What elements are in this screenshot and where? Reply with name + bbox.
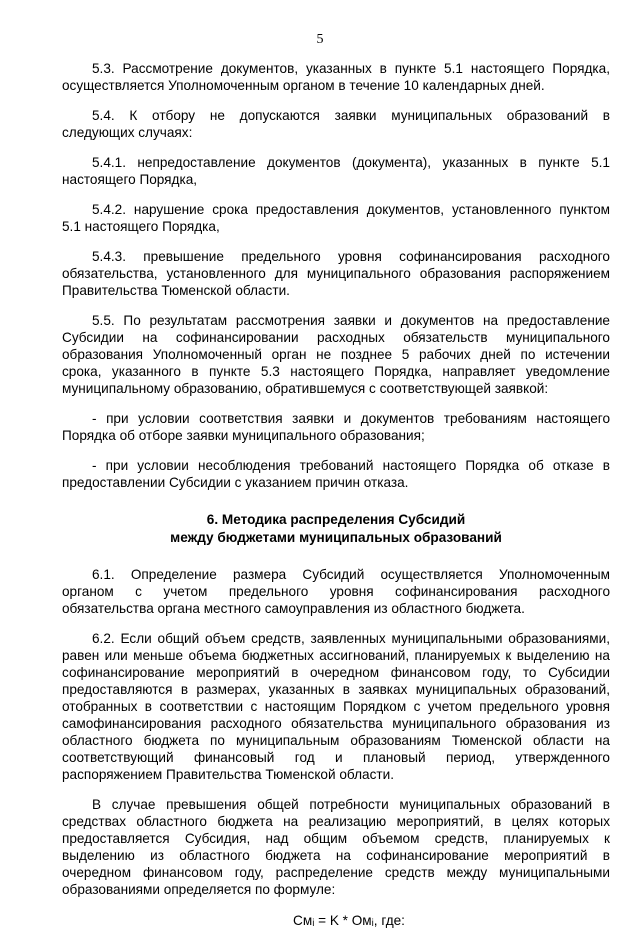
paragraph bbox=[62, 630, 610, 783]
paragraph bbox=[62, 457, 610, 491]
paragraph bbox=[62, 796, 610, 898]
text-line: распоряжением Правительства Тюменской области. bbox=[62, 767, 394, 782]
text-line: областного бюджета по муниципальным образованиям Тюменской области на bbox=[62, 733, 610, 748]
text-line: соответствующий финансовый год и плановый период, утвержденного bbox=[62, 750, 610, 765]
section-5-paragraphs bbox=[62, 60, 610, 491]
text-line: обязательства органа местного самоуправления из областного бюджета. bbox=[62, 601, 525, 616]
text-line: равен или меньше объема бюджетных ассигнований, планируемых к выделению на bbox=[62, 648, 610, 663]
paragraph bbox=[62, 410, 610, 444]
section-heading-line-2: между бюджетами муниципальных образований bbox=[170, 530, 502, 545]
text-line: 5.3. Рассмотрение документов, указанных в пункте 5.1 настоящего Порядка, bbox=[92, 61, 610, 76]
text-line: предоставлении Субсидии с указанием причин отказа. bbox=[62, 475, 409, 490]
text-line: 5.4.1. непредоставление документов (документа), указанных в пункте 5.1 bbox=[92, 155, 610, 170]
text-line: 5.4.2. нарушение срока предоставления документов, установленного пунктом bbox=[92, 202, 610, 217]
text-line: отобранных в соответствии с настоящим Порядком с учетом предельного уровня bbox=[62, 699, 610, 714]
paragraph bbox=[62, 312, 610, 397]
section-6-paragraphs bbox=[62, 566, 610, 898]
text-line: осуществляется Уполномоченным органом в течение 10 календарных дней. bbox=[62, 78, 545, 93]
text-line: Правительства Тюменской области. bbox=[62, 283, 290, 298]
text-line: муниципальному образованию, обратившемуся с соответствующей заявкой: bbox=[62, 381, 549, 396]
document-body bbox=[62, 60, 610, 929]
text-line: 5.1 настоящего Порядка, bbox=[62, 219, 220, 234]
text-line: выделению из областного бюджета на софинансирование мероприятий в bbox=[62, 848, 610, 863]
text-line: 6.1. Определение размера Субсидий осуществляется Уполномоченным bbox=[92, 567, 610, 582]
text-line: самофинансирования расходного обязательства муниципального образования из bbox=[62, 716, 610, 731]
paragraph bbox=[62, 154, 610, 188]
text-line: срока, указанного в пункте 5.3 настоящего Порядка, направляет уведомление bbox=[62, 364, 610, 379]
text-line: 5.4. К отбору не допускаются заявки муниципальных образований в bbox=[92, 108, 610, 123]
text-line: средствах областного бюджета на реализацию мероприятий, в целях которых bbox=[62, 814, 610, 829]
text-line: следующих случаях: bbox=[62, 125, 193, 140]
text-line: обязательства, установленного для муниципального образования распоряжением bbox=[62, 266, 610, 281]
paragraph bbox=[62, 566, 610, 617]
text-line: настоящего Порядка, bbox=[62, 172, 198, 187]
text-line: софинансирование мероприятий в очередном финансовом году, то Субсидии bbox=[62, 665, 610, 680]
section-6-heading bbox=[62, 511, 610, 547]
text-line: органом с учетом предельного уровня софинансирования расходного bbox=[62, 584, 610, 599]
text-line: Субсидии на софинансировании расходных обязательств муниципального bbox=[62, 330, 610, 345]
paragraph bbox=[62, 201, 610, 235]
paragraph bbox=[62, 107, 610, 141]
text-line: - при условии соответствия заявки и документов требованиям настоящего bbox=[92, 411, 610, 426]
text-line: предоставляются в размерах, указанных в заявках муниципальных образований, bbox=[62, 682, 610, 697]
text-line: очередном финансовом году, распределение средств между муниципальными bbox=[62, 865, 610, 880]
distribution-formula: Смᵢ = K * Омᵢ, где: bbox=[293, 913, 405, 928]
text-line: образованиями определяется по формуле: bbox=[62, 882, 336, 897]
section-heading-line-1: 6. Методика распределения Субсидий bbox=[206, 512, 466, 527]
text-line: В случае превышения общей потребности муниципальных образований в bbox=[92, 797, 610, 812]
page-number: 5 bbox=[316, 32, 324, 47]
text-line: - при условии несоблюдения требований настоящего Порядка об отказе в bbox=[92, 458, 610, 473]
text-line: 5.4.3. превышение предельного уровня софинансирования расходного bbox=[92, 249, 610, 264]
paragraph bbox=[62, 60, 610, 94]
text-line: 5.5. По результатам рассмотрения заявки и документов на предоставление bbox=[92, 313, 610, 328]
text-line: образования Уполномоченный орган не позднее 5 рабочих дней по истечении bbox=[62, 347, 610, 362]
paragraph bbox=[62, 248, 610, 299]
text-line: предоставляется Субсидия, над общим объемом средств, планируемых к bbox=[62, 831, 610, 846]
text-line: Порядка об отборе заявки муниципального образования; bbox=[62, 428, 425, 443]
text-line: 6.2. Если общий объем средств, заявленных муниципальными образованиями, bbox=[92, 631, 610, 646]
